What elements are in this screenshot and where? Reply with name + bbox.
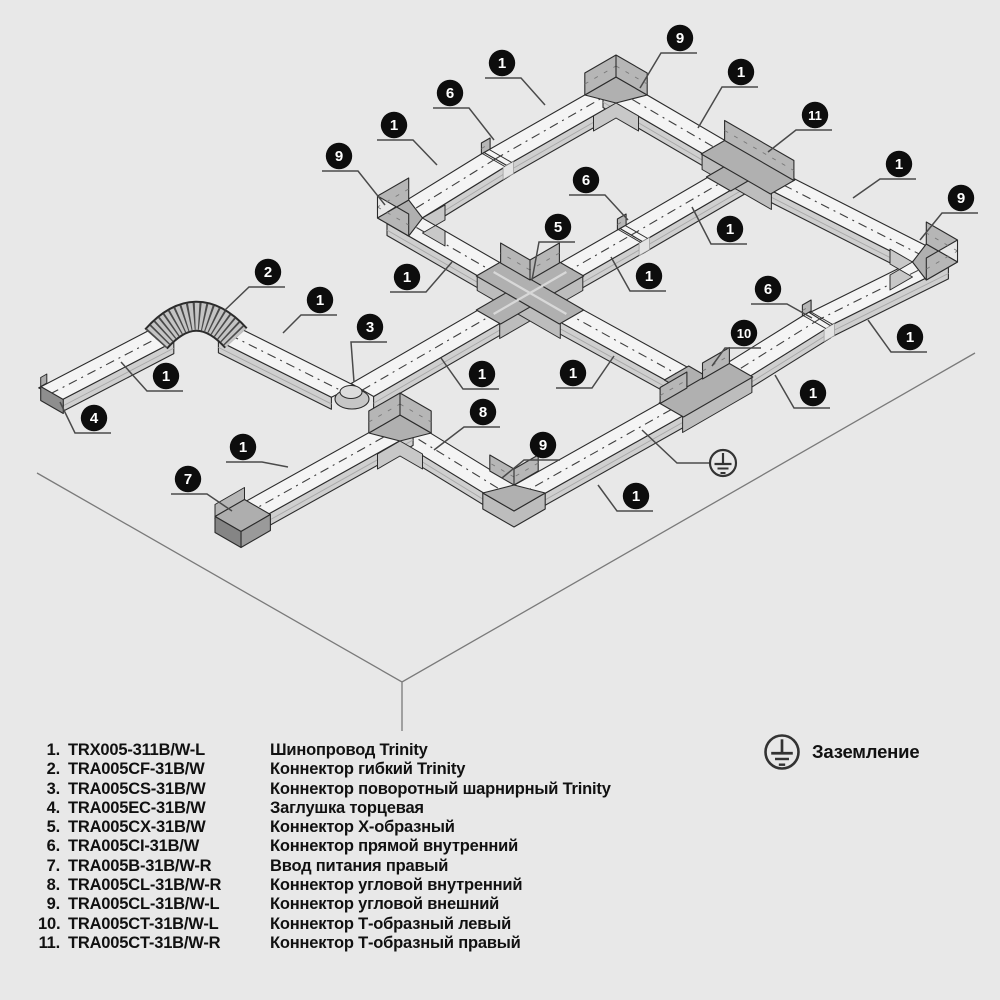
grounding-legend bbox=[763, 733, 919, 771]
callout-number: 1 bbox=[568, 365, 578, 383]
callout-number: 9 bbox=[334, 148, 344, 166]
callout-1 bbox=[775, 375, 830, 408]
legend-item-11 bbox=[38, 934, 611, 953]
callout-1 bbox=[698, 59, 758, 128]
parts-legend bbox=[38, 741, 611, 953]
callout-number: 6 bbox=[581, 172, 591, 190]
legend-item-num: 8. bbox=[46, 876, 60, 895]
legend-item-6 bbox=[38, 837, 611, 856]
callout-6 bbox=[569, 167, 628, 220]
callout-number: 1 bbox=[644, 268, 654, 286]
legend-item-num: 11. bbox=[38, 933, 60, 952]
legend-item-num: 6. bbox=[46, 837, 60, 856]
legend-item-7 bbox=[38, 857, 611, 876]
callout-number: 1 bbox=[808, 385, 818, 403]
legend-item-3 bbox=[38, 780, 611, 799]
legend-item-sku: TRX005-311B/W-L bbox=[68, 741, 205, 759]
callout-1 bbox=[868, 320, 927, 352]
legend-item-8 bbox=[38, 876, 611, 895]
callout-7 bbox=[171, 466, 232, 511]
legend-item-desc: Коннектор гибкий Trinity bbox=[270, 760, 466, 779]
callout-number: 11 bbox=[808, 108, 822, 124]
callout-number: 1 bbox=[315, 292, 325, 310]
legend-item-sku: TRA005CI-31B/W bbox=[68, 837, 200, 856]
callout-1 bbox=[556, 356, 614, 388]
callout-number: 1 bbox=[631, 488, 641, 506]
callout-1 bbox=[485, 50, 545, 105]
callout-number: 10 bbox=[736, 326, 752, 342]
legend-item-sku: TRA005CT-31B/W-L bbox=[68, 914, 219, 933]
legend-item-1 bbox=[38, 741, 611, 760]
callout-number: 6 bbox=[445, 85, 455, 103]
callout-number: 2 bbox=[263, 264, 273, 282]
legend-item-desc: Шинопровод Trinity bbox=[270, 741, 428, 759]
callout-9 bbox=[322, 143, 385, 205]
legend-item-desc: Коннектор X-образный bbox=[270, 818, 455, 837]
callout-number: 1 bbox=[389, 117, 399, 135]
legend-item-sku: TRA005CX-31B/W bbox=[68, 818, 206, 837]
callout-1 bbox=[226, 434, 288, 467]
callout-number: 8 bbox=[478, 404, 488, 422]
callout-number: 4 bbox=[89, 410, 99, 428]
callout-number: 7 bbox=[183, 471, 193, 489]
legend-item-desc: Коннектор поворотный шарнирный Trinity bbox=[270, 779, 611, 798]
legend-item-num: 7. bbox=[46, 856, 60, 875]
callout-1 bbox=[598, 483, 653, 511]
callout-number: 5 bbox=[553, 219, 563, 237]
callout-number: 1 bbox=[161, 368, 171, 386]
callout-8 bbox=[434, 399, 500, 450]
grounding-icon-glyph bbox=[766, 736, 799, 769]
grounding-icon bbox=[763, 733, 801, 771]
ceiling-plane bbox=[37, 353, 975, 731]
legend-item-num: 4. bbox=[46, 798, 60, 817]
legend-item-10 bbox=[38, 915, 611, 934]
legend-item-num: 5. bbox=[46, 818, 60, 837]
callout-11 bbox=[768, 102, 832, 152]
legend-item-desc: Заглушка торцевая bbox=[270, 798, 424, 817]
callout-number: 1 bbox=[736, 64, 746, 82]
callout-6 bbox=[433, 80, 494, 140]
legend-item-num: 10. bbox=[38, 914, 61, 933]
callout-number: 6 bbox=[763, 281, 773, 299]
legend-item-9 bbox=[38, 895, 611, 914]
legend-item-num: 9. bbox=[46, 895, 60, 914]
callout-1 bbox=[377, 112, 437, 165]
legend-item-sku: TRA005CL-31B/W-L bbox=[68, 895, 220, 914]
legend-item-num: 1. bbox=[46, 741, 60, 759]
legend-item-desc: Коннектор Т-образный левый bbox=[270, 914, 512, 933]
legend-item-desc: Коннектор прямой внутренний bbox=[270, 837, 519, 856]
callout-number: 1 bbox=[905, 329, 915, 347]
callout-9 bbox=[640, 25, 697, 88]
legend-item-4 bbox=[38, 799, 611, 818]
legend-item-desc: Коннектор Т-образный правый bbox=[270, 933, 521, 952]
legend-item-sku: TRA005EC-31B/W bbox=[68, 798, 206, 817]
callout-number: 1 bbox=[725, 221, 735, 239]
legend-item-sku: TRA005CS-31B/W bbox=[68, 779, 206, 798]
callout-1 bbox=[853, 151, 916, 198]
legend-item-desc: Коннектор угловой внешний bbox=[270, 895, 500, 914]
legend-item-desc: Коннектор угловой внутренний bbox=[270, 876, 523, 895]
legend-item-sku: TRA005CL-31B/W-R bbox=[68, 876, 222, 895]
callout-number: 1 bbox=[894, 156, 904, 174]
legend-item-sku: TRA005CF-31B/W bbox=[68, 760, 205, 779]
legend-item-desc: Ввод питания правый bbox=[270, 856, 449, 875]
callout-number: 1 bbox=[238, 439, 248, 457]
legend-item-num: 2. bbox=[46, 760, 60, 779]
callout-number: 1 bbox=[497, 55, 507, 73]
legend-item-5 bbox=[38, 818, 611, 837]
callout-number: 9 bbox=[956, 190, 966, 208]
legend-item-sku: TRA005CT-31B/W-R bbox=[68, 933, 221, 952]
callout-number: 9 bbox=[675, 30, 685, 48]
callout-2 bbox=[225, 259, 285, 310]
legend-item-2 bbox=[38, 760, 611, 779]
legend-item-num: 3. bbox=[46, 779, 60, 798]
ground-symbol bbox=[710, 450, 736, 476]
callout-number: 1 bbox=[477, 366, 487, 384]
swivel-connector-top bbox=[340, 386, 362, 399]
callout-number: 9 bbox=[538, 437, 548, 455]
callout-number: 3 bbox=[365, 319, 375, 337]
callout-1 bbox=[283, 287, 337, 333]
legend-item-sku: TRA005B-31B/W-R bbox=[68, 856, 212, 875]
callout-number: 1 bbox=[402, 269, 412, 287]
grounding-label: Заземление bbox=[812, 741, 920, 762]
